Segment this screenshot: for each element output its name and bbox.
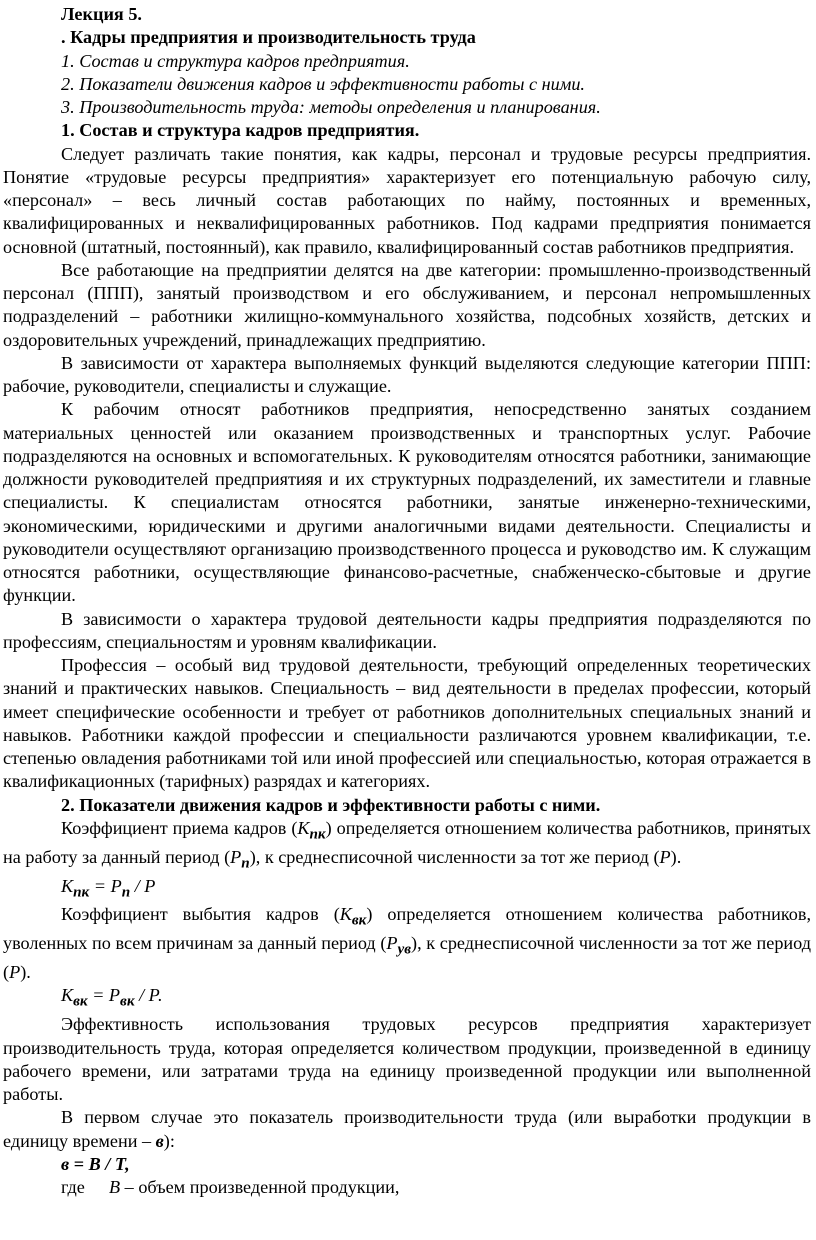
lecture-title: Лекция 5. bbox=[61, 4, 142, 24]
paragraph-ppp-categories: В зависимости от характера выполняемых функций выделяются следующие категории ППП: рабочие, руководители, специалисты и служащие. bbox=[3, 352, 811, 396]
paragraph-first-case: В первом случае это показатель производительности труда (или выработки продукции в единицу времени – в): bbox=[3, 1107, 811, 1151]
formula-hire-coefficient: $К_{пк} = Р_п / Р$ bbox=[61, 875, 156, 901]
paragraph-professions-division: В зависимости о характера трудовой деятельности кадры предприятия подразделяются по профессиям, специальностям и уровням квалификации. bbox=[3, 608, 811, 652]
paragraph-worker-types: К рабочим относят работников предприятия, непосредственно занятых созданием материальных ценностей или оказанием производственных и транспортных услуг. Рабочие подразделяются на основных и вспомогательных. К руководителям относятся работники, занимающие должности руководителей предприятияя и их структурных подразделений, их заместители и главные специалисты. К специалистам относятся работники, занятые инженерно-техническими, экономическими, юридическими и другими аналогичными видами деятельности. Специалисты и руководители осуществляют организацию производственного процесса и руководство им. К служащим относятся работники, осуществляющие финансово-расчетные, снабженческо-сбытовые и другие функции. bbox=[3, 399, 811, 606]
plan-item-2: 2. Показатели движения кадров и эффективности работы с ними. bbox=[61, 73, 585, 94]
paragraph-quit-coefficient: Коэффициент выбытия кадров $(К_{вк})$ определяется отношением количества работников, уволенных по всем причинам за данный период $(Р_{ув})$, к среднесписочной численности за тот же период (Р). bbox=[3, 904, 811, 983]
formula-output: в = В / Т, bbox=[61, 1153, 130, 1174]
where-definition: где В – объем произведенной продукции, bbox=[61, 1177, 400, 1198]
paragraph-profession-definition: Профессия – особый вид трудовой деятельности, требующий определенных теоретических знаний и практических навыков. Специальность – вид деятельности в пределах профессии, который имеет специфические особенности и требует от работников дополнительных специальных знаний и навыков. Работники каждой профессии и специальности различаются уровнем квалификации, т.е. степенью овладения работниками той или иной профессией или специальностью, которая отражается в квалификационных (тарифных) разрядах и категориях. bbox=[3, 655, 811, 792]
paragraph-hire-coefficient: Коэффициент приема кадров $(К_{пк})$ определяется отношением количества работников, принятых на работу за данный период $(Р_п)$, к среднесписочной численности за тот же период (Р). bbox=[3, 817, 811, 872]
paragraph-efficiency: Эффективность использования трудовых ресурсов предприятия характеризует производительность труда, которая определяется количеством продукции, произведенной в единицу рабочего времени, или затратами труда на единицу произведенной продукции или выполненной работы. bbox=[3, 1014, 811, 1105]
section-1-heading: 1. Состав и структура кадров предприятия. bbox=[61, 120, 420, 141]
plan-item-3: 3. Производительность труда: методы определения и планирования. bbox=[61, 97, 601, 117]
paragraph-personnel-concepts: Следует различать такие понятия, как кадры, персонал и трудовые ресурсы предприятия. Понятие «трудовые ресурсы предприятия» характеризует его потенциальную рабочую силу, «персонал» – весь личный состав работающих по найму, постоянных и временных, квалифицированных и неквалифицированных работников. Под кадрами предприятия понимается основной (штатный, постоянный), как правило, квалифицированный состав работников предприятия. bbox=[3, 143, 811, 257]
paragraph-employee-categories: Все работающие на предприятии делятся на две категории: промышленно-производственный персонал (ППП), занятый производством и его обслуживанием, и персонал непромышленных подразделений – работники жилищно-коммунального хозяйства, подсобных хозяйств, детских и оздоровительных учреждений, принадлежащих предприятию. bbox=[3, 259, 811, 350]
topic-title: . Кадры предприятия и производительность труда bbox=[61, 27, 476, 48]
section-2-heading: 2. Показатели движения кадров и эффективности работы с ними. bbox=[61, 794, 601, 815]
formula-quit-coefficient: $К_{вк} = Р_{вк} / Р$. bbox=[61, 985, 163, 1011]
plan-item-1: 1. Состав и структура кадров предприятия. bbox=[61, 50, 410, 71]
